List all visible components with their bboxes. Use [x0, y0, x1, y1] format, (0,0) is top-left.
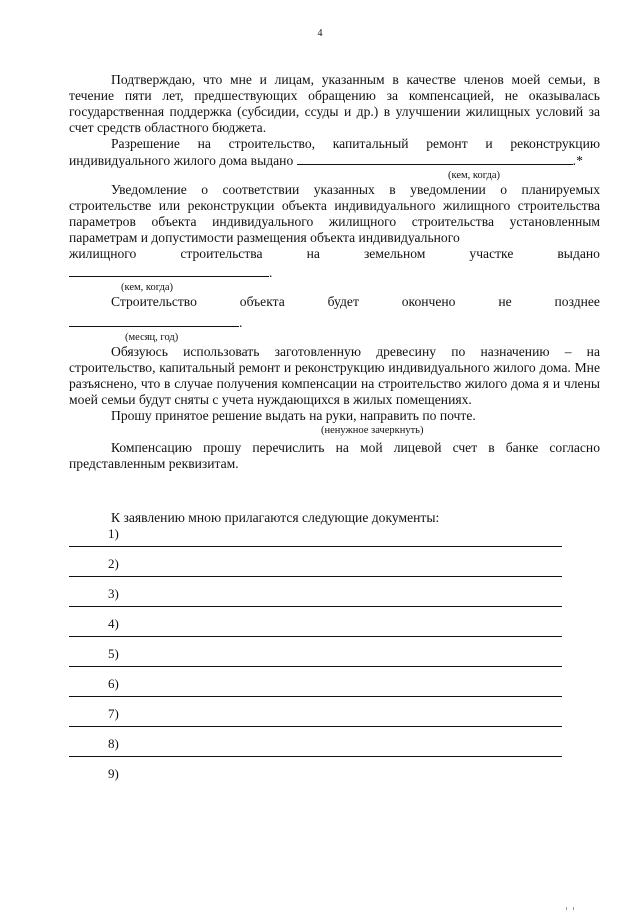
notification-issuer-field[interactable]	[69, 264, 269, 277]
document-item-4	[69, 616, 600, 646]
hint-issuer-when-2: (кем, когда)	[121, 282, 173, 293]
paragraph-notification: Уведомление о соответствии указанных в уведомлении о планируемых строительстве или реконструкции объекта индивидуального жилищного строительства параметров объекта индивидуального жилищного строительства установленным параметрам и допустимости размещения объекта индивидуального	[69, 182, 600, 245]
completion-date-field[interactable]	[69, 314, 239, 327]
permit-issuer-field[interactable]	[297, 152, 573, 165]
document-line-2[interactable]	[69, 576, 562, 577]
word: жилищного	[69, 246, 137, 261]
document-item-9	[69, 766, 600, 796]
hint-month-year: (месяц, год)	[125, 332, 179, 343]
paragraph-transfer: Компенсацию прошу перечислить на мой лицевой счет в банке согласно представленным реквизитам.	[69, 440, 600, 471]
notification-issuer-row: .	[69, 264, 600, 281]
word: строительства	[180, 246, 263, 261]
permit-text: Разрешение на строительство, капитальный ремонт и реконструкцию индивидуального жилого дома выдано	[69, 136, 600, 168]
page-number: 4	[317, 28, 323, 39]
documents-heading: К заявлению мною прилагаются следующие документы:	[111, 510, 440, 525]
document-number: 7)	[108, 706, 119, 721]
document-line-4[interactable]	[69, 636, 562, 637]
document-item-7	[69, 706, 600, 736]
paragraph-delivery: Прошу принятое решение выдать на руки, направить по почте.	[111, 408, 476, 423]
document-number: 5)	[108, 646, 119, 661]
paragraph-obligation: Обязуюсь использовать заготовленную древесину по назначению – на строительство, капитальный ремонт и реконструкцию индивидуального жилого дома. Мне разъяснено, что в случае получения компенсации на строительство жилого дома я и члены моей семьи будут сняты с учета нуждающихся в жилых помещениях.	[69, 344, 600, 407]
scan-edge-marks	[566, 897, 584, 900]
document-number: 1)	[108, 526, 119, 541]
word: выдано	[557, 246, 600, 261]
document-number: 6)	[108, 676, 119, 691]
paragraph-confirmation: Подтверждаю, что мне и лицам, указанным в качестве членов моей семьи, в течение пяти лет, предшествующих обращению за компенсацией, не оказывалась государственная поддержка (субсидии, ссуды и др.) в улучшении жилищных условий за счет средств областного бюджета.	[69, 72, 600, 135]
document-line-5[interactable]	[69, 666, 562, 667]
document-item-1	[69, 526, 600, 556]
word: окончено	[401, 294, 456, 309]
permit-footnote: .*	[572, 153, 583, 168]
document-number: 8)	[108, 736, 119, 751]
hint-issuer-when-1: (кем, когда)	[448, 170, 500, 181]
word: объекта	[239, 294, 285, 309]
word: будет	[327, 294, 359, 309]
document-line-3[interactable]	[69, 606, 562, 607]
document-item-6	[69, 676, 600, 706]
document-number: 2)	[108, 556, 119, 571]
document-line-7[interactable]	[69, 726, 562, 727]
document-item-8	[69, 736, 600, 766]
document-item-2	[69, 556, 600, 586]
documents-list	[69, 526, 600, 796]
word: участке	[469, 246, 514, 261]
paragraph-permit	[69, 136, 600, 169]
hint-cross-out: (ненужное зачеркнуть)	[321, 425, 424, 436]
paragraph-completion	[69, 294, 600, 310]
document-number: 3)	[108, 586, 119, 601]
document-line-6[interactable]	[69, 696, 562, 697]
word: Строительство	[111, 294, 197, 309]
document-line-1[interactable]	[69, 546, 562, 547]
document-number: 9)	[108, 766, 119, 781]
word: позднее	[554, 294, 600, 309]
word: земельном	[363, 246, 426, 261]
document-item-5	[69, 646, 600, 676]
completion-date-row: .	[69, 314, 600, 331]
document-body	[69, 72, 600, 796]
word: на	[306, 246, 320, 261]
word: не	[498, 294, 512, 309]
notification-last-line	[69, 246, 600, 262]
document-number: 4)	[108, 616, 119, 631]
document-line-8[interactable]	[69, 756, 562, 757]
document-item-3	[69, 586, 600, 616]
